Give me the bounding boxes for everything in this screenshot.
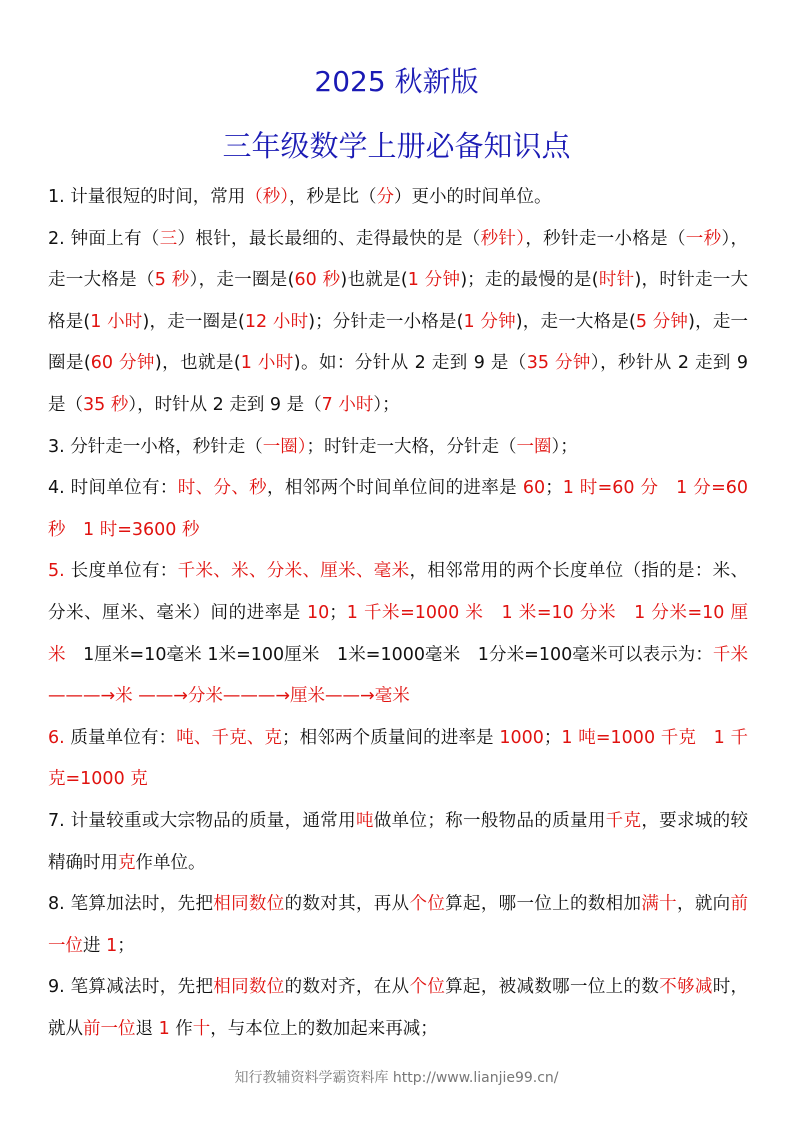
body-text: )，走一圈是( xyxy=(48,311,749,374)
body-text: 7. 计量较重或大宗物品的质量，通常用 xyxy=(48,810,356,831)
highlight-text: 1 小时 xyxy=(90,311,143,332)
highlight-text: 1 分钟 xyxy=(407,270,461,291)
body-text: ；时针走一大格，分针走（ xyxy=(306,436,517,457)
body-text: ，相邻两个时间单位间的进率是 xyxy=(267,478,523,499)
knowledge-points-list xyxy=(48,177,748,1050)
page-title: 2025 秋新版 xyxy=(314,65,479,98)
highlight-text: 1 xyxy=(158,1018,170,1039)
body-text: )，也就是( xyxy=(154,353,241,374)
highlight-text: 60 xyxy=(522,478,546,499)
highlight-text: 35 分钟 xyxy=(526,353,591,374)
body-text: 进 xyxy=(83,935,107,956)
body-text: ）根针，最长最细的、走得最快的是（ xyxy=(177,228,481,249)
highlight-text: 1 千米=1000 米 1 米=10 分米 1 分米=10 厘米 xyxy=(48,602,749,665)
knowledge-point-2 xyxy=(48,219,748,427)
body-text: ； xyxy=(329,602,347,623)
body-text: 4. 时间单位有： xyxy=(48,478,178,499)
highlight-text: 秒针） xyxy=(480,228,526,249)
highlight-text: 满十 xyxy=(641,894,678,915)
highlight-text: 60 秒 xyxy=(294,270,341,291)
highlight-text: 千米———→米 ——→分米———→厘米——→毫米 xyxy=(48,644,748,707)
page-subtitle: 三年级数学上册必备知识点 xyxy=(222,129,571,163)
knowledge-point-1 xyxy=(48,177,748,219)
footer-source-text: 知行教辅资料学霸资料库 http://www.lianjie99.cn/ xyxy=(234,1070,559,1086)
highlight-text: 1 小时 xyxy=(240,353,294,374)
highlight-text: 7 小时 xyxy=(321,394,374,415)
knowledge-point-3 xyxy=(48,427,748,469)
body-text: ），走一圈是( xyxy=(189,270,295,291)
highlight-text: 相同数位 xyxy=(213,977,285,998)
highlight-text: 10 xyxy=(306,602,330,623)
body-text: ，要求城的较精确时用 xyxy=(48,810,749,873)
highlight-text: 60 分钟 xyxy=(90,353,155,374)
knowledge-point-6 xyxy=(48,718,748,801)
highlight-text: 5 分钟 xyxy=(635,311,689,332)
body-text: )也就是( xyxy=(340,270,408,291)
highlight-text: 1000 xyxy=(499,727,544,748)
highlight-text: 35 秒 xyxy=(83,394,129,415)
highlight-text: 时针 xyxy=(598,270,635,291)
body-text: ，相邻常用的两个长度单位（指的是：米、分米、厘米、毫米）间的进率是 xyxy=(48,561,749,623)
highlight-text: 个位 xyxy=(409,894,446,915)
body-text: 8. 笔算加法时，先把 xyxy=(48,894,214,915)
highlight-text: 一圈） xyxy=(262,436,307,457)
body-text: ），秒针从 2 走到 9 是（ xyxy=(48,353,748,415)
highlight-text: 千克 xyxy=(605,810,642,831)
highlight-text: 1 时=60 分 1 分=60 秒 1 时=3600 秒 xyxy=(48,478,749,540)
body-text: 长度单位有： xyxy=(70,561,178,582)
body-text: 作单位。 xyxy=(135,852,206,873)
body-text: ； xyxy=(545,478,563,499)
body-text: 1厘米=10毫米 1米=100厘米 1米=1000毫米 1分米=100毫米可以表示为： xyxy=(65,644,713,665)
highlight-text: 5. xyxy=(48,561,71,582)
body-text: ，秒是比（ xyxy=(289,187,377,207)
body-text: ；相邻两个质量间的进率是 xyxy=(282,727,500,748)
body-text: 退 xyxy=(135,1018,159,1039)
highlight-text: 千米、米、分米、厘米、毫米 xyxy=(177,561,410,582)
body-text: 算起，被减数哪一位上的数 xyxy=(445,977,660,998)
highlight-text: 前一位 xyxy=(83,1018,136,1039)
knowledge-point-7 xyxy=(48,801,748,884)
body-text: )，走一大格是( xyxy=(515,311,636,332)
body-text: ）； xyxy=(373,394,400,415)
highlight-text: 1 分钟 xyxy=(463,311,516,332)
body-text: 2. 钟面上有（ xyxy=(48,228,160,249)
body-text: 质量单位有： xyxy=(70,727,177,748)
body-text: )。如：分针从 2 走到 9 是（ xyxy=(293,353,527,374)
highlight-text: （秒） xyxy=(245,187,290,207)
body-text: )；走的最慢的是( xyxy=(460,270,599,291)
highlight-text: 个位 xyxy=(409,977,446,998)
body-text: 算起，哪一位上的数相加 xyxy=(445,894,642,915)
body-text: ； xyxy=(117,935,135,956)
highlight-text: 分 xyxy=(376,187,395,207)
body-text: )；分针走一小格是( xyxy=(308,311,464,332)
highlight-text: 6. xyxy=(48,727,71,748)
body-text: 时，就从 xyxy=(48,977,749,1039)
highlight-text: 前一位 xyxy=(48,894,749,956)
body-text: ），时针从 2 走到 9 是（ xyxy=(128,394,322,415)
body-text: 1. 计量很短的时间，常用 xyxy=(48,187,246,207)
body-text: 的数对齐，在从 xyxy=(284,977,410,998)
highlight-text: 一秒 xyxy=(685,228,722,249)
highlight-text: 十 xyxy=(192,1018,211,1039)
body-text: ）； xyxy=(551,436,578,457)
highlight-text: 5 秒 xyxy=(154,270,190,291)
body-text: ，就向 xyxy=(677,894,731,915)
body-text: ，秒针走一小格是（ xyxy=(525,228,686,249)
body-text: ），走一大格是（ xyxy=(48,228,749,291)
highlight-text: 吨、千克、克 xyxy=(176,727,283,748)
body-text: ）更小的时间单位。 xyxy=(394,187,552,207)
knowledge-point-5 xyxy=(48,551,748,717)
highlight-text: 相同数位 xyxy=(213,894,285,915)
body-text: ； xyxy=(543,727,562,748)
body-text: 做单位；称一般物品的质量用 xyxy=(373,810,606,831)
body-text: )，时针走一大格是( xyxy=(48,270,749,332)
highlight-text: 吨 xyxy=(355,810,374,831)
highlight-text: 时、分、秒 xyxy=(177,478,268,499)
body-text: 作 xyxy=(169,1018,193,1039)
highlight-text: 一圈 xyxy=(516,436,552,457)
highlight-text: 三 xyxy=(159,228,178,249)
body-text: 3. 分针走一小格，秒针走（ xyxy=(48,436,263,457)
highlight-text: 12 小时 xyxy=(244,311,309,332)
body-text: 的数对其，再从 xyxy=(284,894,410,915)
highlight-text: 克 xyxy=(118,852,136,873)
knowledge-point-8 xyxy=(48,884,748,967)
highlight-text: 不够减 xyxy=(659,977,713,998)
body-text: )，走一圈是( xyxy=(142,311,245,332)
knowledge-point-4 xyxy=(48,468,748,551)
knowledge-point-9 xyxy=(48,967,748,1050)
highlight-text: 1 xyxy=(106,935,118,956)
body-text: 9. 笔算减法时，先把 xyxy=(48,977,214,998)
highlight-text: 1 吨=1000 千克 1 千克=1000 克 xyxy=(48,727,749,790)
body-text: ，与本位上的数加起来再减； xyxy=(210,1018,438,1039)
